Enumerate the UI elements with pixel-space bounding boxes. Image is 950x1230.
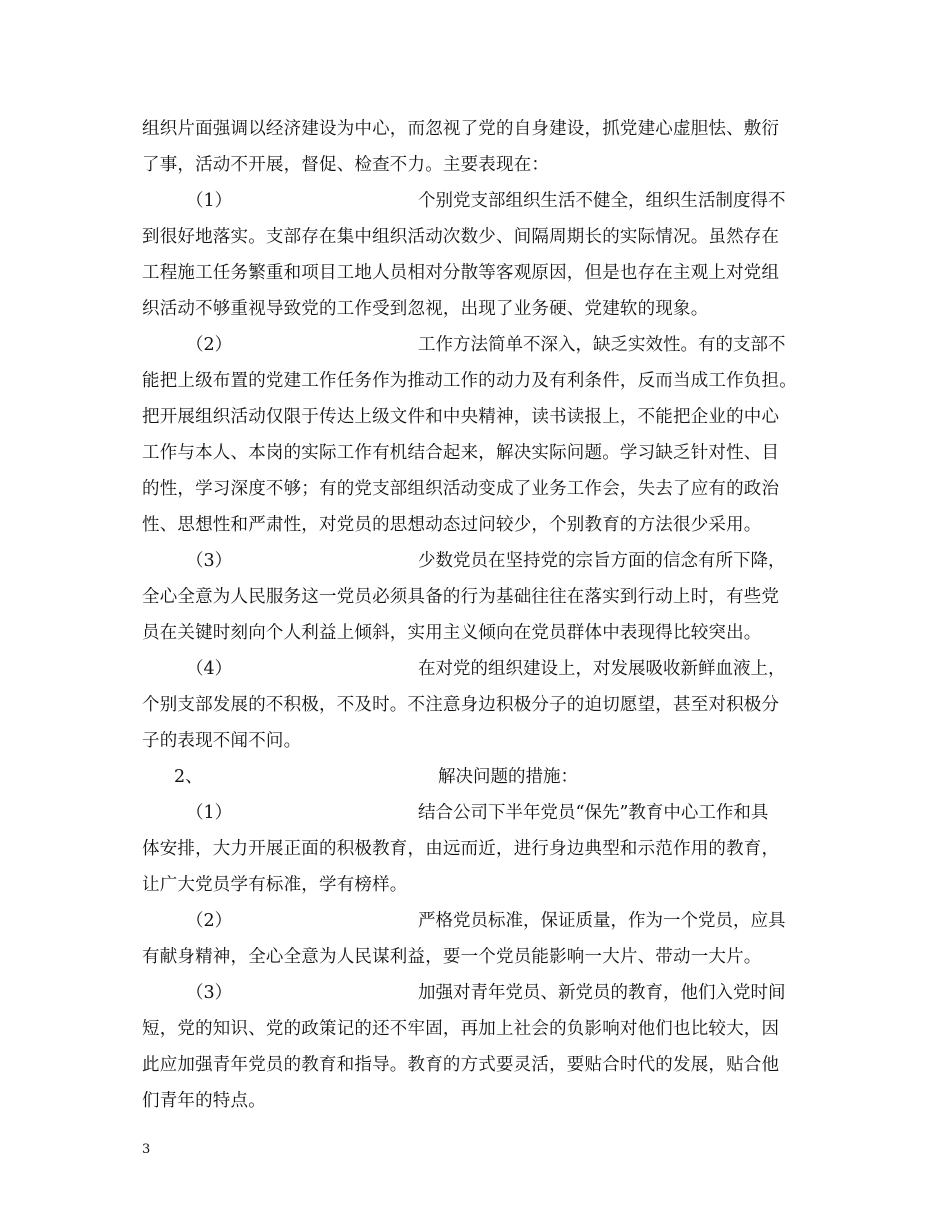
paragraph-line: 们青年的特点。 (142, 1091, 266, 1111)
list-item-heading (142, 543, 822, 579)
paragraph-line: 到很好地落实。支部存在集中组织活动次数少、间隔周期长的实际情况。虽然存在 (142, 227, 780, 247)
list-item-first-line: 结合公司下半年党员“保先”教育中心工作和具 (418, 803, 769, 823)
list-item-heading (142, 327, 822, 363)
list-item-number: （3） (186, 983, 233, 1003)
list-item-heading (142, 903, 822, 939)
list-item-number: （2） (186, 911, 233, 931)
section-number: 2、 (174, 767, 203, 787)
section-title: 解决问题的措施： (438, 767, 578, 787)
list-item-first-line: 在对党的组织建设上，对发展吸收新鲜血液上， (418, 659, 786, 679)
paragraph-line: 此应加强青年党员的教育和指导。教育的方式要灵活，要贴合时代的发展，贴合他 (142, 1055, 780, 1075)
paragraph-line: 的性，学习深度不够；有的党支部组织活动变成了业务工作会，失去了应有的政治 (142, 479, 780, 499)
page-number: 3 (142, 1142, 151, 1157)
list-item-number: （1） (186, 803, 233, 823)
list-item-heading (142, 183, 822, 219)
paragraph-line: 组织片面强调以经济建设为中心，而忽视了党的自身建设，抓党建心虚胆怯、敷衍 (142, 119, 780, 139)
paragraph-line: 体安排，大力开展正面的积极教育，由远而近，进行身边典型和示范作用的教育， (142, 839, 780, 859)
list-item-heading (142, 975, 822, 1011)
list-item-heading (142, 795, 822, 831)
paragraph-line: 短，党的知识、党的政策记的还不牢固，再加上社会的负影响对他们也比较大，因 (142, 1019, 780, 1039)
list-item-number: （4） (186, 659, 233, 679)
list-item-first-line: 加强对青年党员、新党员的教育，他们入党时间 (418, 983, 786, 1003)
paragraph-line: 织活动不够重视导致党的工作受到忽视，出现了业务硬、党建软的现象。 (142, 299, 709, 319)
paragraph-line: 个别支部发展的不积极，不及时。不注意身边积极分子的迫切愿望，甚至对积极分 (142, 695, 780, 715)
paragraph-line: 让广大党员学有标准，学有榜样。 (142, 875, 408, 895)
paragraph-line: 性、思想性和严肃性，对党员的思想动态过问较少，个别教育的方法很少采用。 (142, 515, 762, 535)
paragraph-line: 能把上级布置的党建工作任务作为推动工作的动力及有利条件，反而当成工作负担。 (142, 371, 797, 391)
paragraph-line: 子的表现不闻不问。 (142, 731, 302, 751)
paragraph-line: 员在关键时刻向个人利益上倾斜，实用主义倾向在党员群体中表现得比较突出。 (142, 623, 762, 643)
document-body (142, 111, 822, 1119)
list-item-number: （2） (186, 335, 233, 355)
section-heading (142, 759, 822, 795)
paragraph-line: 工程施工任务繁重和项目工地人员相对分散等客观原因，但是也存在主观上对党组 (142, 263, 780, 283)
list-item-first-line: 个别党支部组织生活不健全，组织生活制度得不 (418, 191, 786, 211)
list-item-heading (142, 651, 822, 687)
list-item-number: （1） (186, 191, 233, 211)
list-item-number: （3） (186, 551, 233, 571)
list-item-first-line: 工作方法简单不深入，缺乏实效性。有的支部不 (418, 335, 786, 355)
list-item-first-line: 少数党员在坚持党的宗旨方面的信念有所下降， (418, 551, 786, 571)
paragraph-line: 把开展组织活动仅限于传达上级文件和中央精神，读书读报上，不能把企业的中心 (142, 407, 780, 427)
paragraph-line: 工作与本人、本岗的实际工作有机结合起来，解决实际问题。学习缺乏针对性、目 (142, 443, 780, 463)
paragraph-line: 了事，活动不开展，督促、检查不力。主要表现在： (142, 155, 550, 175)
paragraph-line: 全心全意为人民服务这一党员必须具备的行为基础往往在落实到行动上时，有些党 (142, 587, 780, 607)
list-item-first-line: 严格党员标准，保证质量，作为一个党员，应具 (418, 911, 786, 931)
paragraph-line: 有献身精神，全心全意为人民谋利益，要一个党员能影响一大片、带动一大片。 (142, 947, 762, 967)
